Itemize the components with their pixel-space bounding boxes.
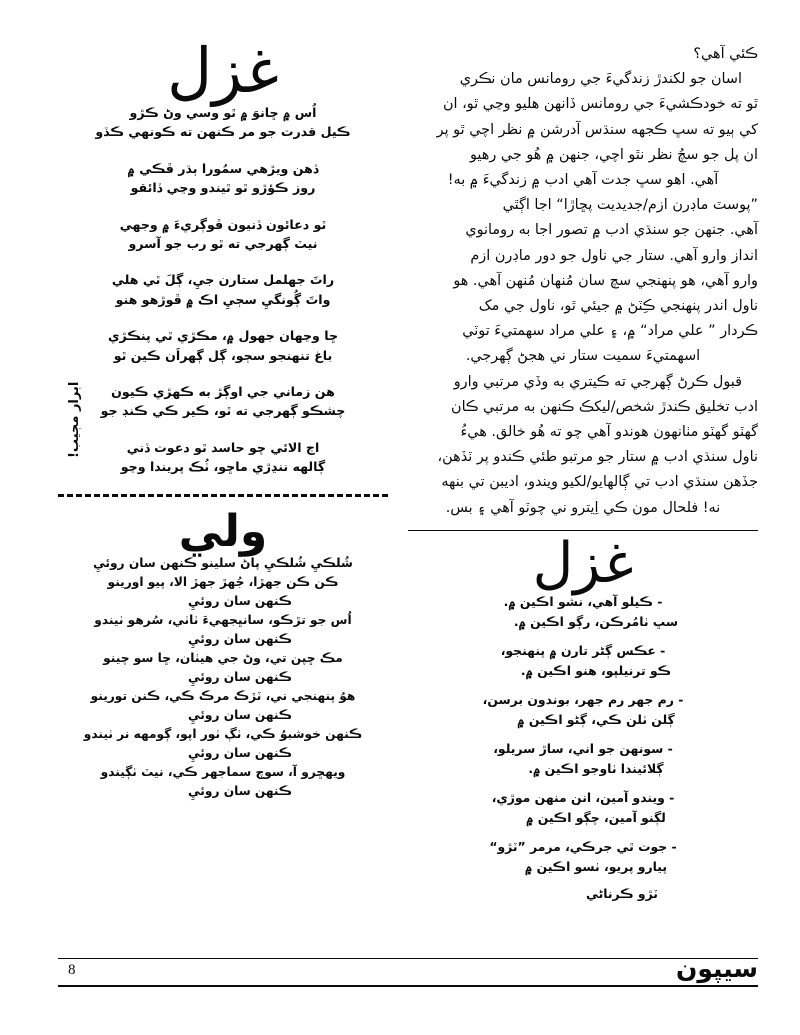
article-line: ٿو ته خودڪشيءَ جي رومانس ڏانهن هليو وڃي ٿو، ان — [442, 96, 758, 113]
page-footer — [58, 954, 758, 992]
verse-line: باغ تنهنجو سڄو، ڳل ڳهراَن ڪين ٿو — [113, 347, 333, 363]
verse-line: شُلڪيِ شُلڪيِ پاڻ سلينو ڪنهن سان روئيِ — [93, 556, 353, 571]
verse-line: ڪنهن خوشبوُ ڪي، ٺڳ ٺور اپو، ڳومهه نر ٺيندو — [83, 727, 363, 742]
verse-line: - سونهن جو اني، ساڙ سريلو، — [493, 741, 673, 757]
article-line: ”پوسٽ ماڊرن ازم/جديديت پڇاڙا“ اجا اڳٿي — [502, 197, 758, 214]
verse-line: نيٽ ڳهرجي ته ٿو رب جو آسرو — [128, 235, 318, 251]
article-line: آهي. جنهن جو سنڌي ادب ۾ تصور اجا به رومانوي — [465, 222, 758, 239]
verse-group — [58, 725, 388, 763]
verse-line: چشڪو ڳهرجي ته ٿو، ڪير ڪي ڪنڊ جو — [100, 403, 346, 419]
stanza — [58, 159, 388, 198]
dashed-divider — [58, 494, 388, 497]
verse-line: ڇا وڃهان جهول ۾، مڪڙي ٿي پنڪڙي — [107, 328, 339, 344]
verse-line: سڀ ٺامُرڪن، رڳو اڪين ۾. — [513, 614, 679, 630]
stanza — [58, 382, 388, 421]
verse-group — [58, 649, 388, 687]
verse-line: اُس ۾ ڇانوَ ۾ ٿو وسي وڻ ڪڙو — [129, 104, 317, 120]
verse-line: لڳنو آمين، چڳو اڪين ۾ — [526, 810, 666, 826]
article-line: ڪئي آهي؟ — [693, 46, 758, 62]
verse-line: ڪو ترنيلپو، هنو اڪين ۾. — [520, 663, 672, 679]
article-line: انداز وارو آهي. ستار جي ناول جو دور ماڊرن ازم — [470, 247, 758, 264]
verse-line: ويهڇرو آ، سوچ سماجهر ڪي، نيٽ ٺڳيندو — [100, 765, 346, 780]
verse-line: - ڪيلو آهي، نشو اڪين ۾. — [503, 594, 663, 610]
verse-line: پيارو پريو، ٺسو اڪين ۾ — [525, 859, 667, 875]
refrain-line: ڪنهن سان روئيِ — [187, 746, 292, 761]
ghazal-title-right: غزل — [532, 530, 634, 596]
article-line: ناول اندر پنهنجي ڪِٽڻ ۾ جيئي ٿو، ناول جي مک — [478, 298, 758, 315]
couplet — [408, 592, 758, 632]
ghazal-title-left: غزل — [167, 34, 279, 107]
wali-verses — [58, 554, 388, 801]
couplet — [408, 641, 758, 681]
verse-line: - عڪس ڳڻر تارن ۾ پنهنجو، — [500, 643, 666, 659]
stanza — [58, 270, 388, 309]
refrain-line: ڪنهن سان روئيِ — [187, 670, 292, 685]
verse-line: ڏهن ويڙهي سمُورا ٻڌر ڦڪي ۾ — [127, 160, 319, 176]
stanza — [58, 438, 388, 477]
verse-line: واتَ ڳُونگيِ سڄيِ اڪ ۾ ڦوڙهو هنو — [115, 291, 331, 307]
article-line: ناول سنڌي ادب ۾ ستار جو مرتبو طئي ڪندو پر ٽڏهن، — [437, 449, 758, 466]
article-line: نه! فلحال مون ڪي اِيترو ني چوٽو آهي ۽ بس. — [445, 499, 721, 516]
ghazal-verses-right — [408, 592, 758, 877]
article-line: وارو آهي، هو پنهنجي سچ سان مُنهان مُنهن آهي. هو — [453, 272, 758, 289]
couplet — [408, 739, 758, 779]
verse-line: هن زماني جي اوڳڙ به ڪهڙي ڪيون — [111, 383, 335, 399]
article-line: اسان جو لکندڙ زندگيءَ جي رومانس مان نڪري — [459, 71, 742, 88]
verse-group — [58, 611, 388, 649]
author-signature: ٽڙو ڪرناڻي — [586, 886, 658, 902]
article-prose — [408, 42, 758, 521]
refrain-line: ڪنهن سان روئيِ — [187, 708, 292, 723]
article-line: ادب تخليق ڪندڙ شخص/ليکڪ ڪنهن به مرتبي ڪان — [451, 398, 758, 415]
article-line: جڏهن سنڌي ادب تي ڳالهايو/لکيو ويندو، اديبن تي بنهه — [441, 474, 758, 491]
article-line: گهٽو گهٽو مٺانهون هوندو آهي چو ته هُو خالق. هيءُ — [460, 424, 758, 441]
stanza — [58, 326, 388, 365]
verse-line: - جوت ٿي جرڪي، مرمر ”ٽڙو“ — [489, 839, 677, 855]
verse-line: - ويندو آمين، انن منهن موڙي، — [491, 790, 675, 806]
ghazal-verses-left — [58, 103, 388, 477]
verse-line: ڪيل قدرت جو مر ڪنهن ته ڪونهي ڪڏو — [95, 124, 351, 140]
couplet — [408, 837, 758, 877]
magazine-name: سيپون — [675, 954, 758, 983]
verse-line: اڄ الائي چو حاسد ٿو دعوت ڏني — [126, 439, 320, 455]
verse-line: راتَ جهلمل ستارن جيِ، ڳلَ ٿي هلي — [111, 272, 335, 288]
verse-line: مڪ ڇپن تي، وڻ جي هيٺان، ڇا سو چينو — [103, 651, 343, 666]
verse-line: روز ڪؤڙو ٿو ٿيندو وڃي ڏائقو — [130, 180, 316, 196]
article-line: قبول ڪرڻ ڳهرجي ته ڪيتري به وڏي مرتبي وارو — [453, 373, 742, 390]
verse-line: ڳالهه ننڍڙي ماڇو، ٺُڪ پريندا وڃو — [120, 459, 326, 475]
verse-line: ڳلائيندا ٺاوجو اڪين ۾. — [528, 761, 664, 777]
verse-group — [58, 763, 388, 801]
verse-group — [58, 687, 388, 725]
verse-group — [58, 554, 388, 611]
vertical-byline: ابرار مجيب! — [67, 381, 82, 458]
stanza — [58, 103, 388, 142]
article-line: کي ٻيو ته سڀ ڪجهه سنڌس آدرشن ۾ نظر اچي ٿو پر — [436, 121, 758, 138]
verse-line: ڳلن ٺلن ڪي، ڳڻو اڪين ۾ — [517, 712, 675, 728]
article-line: اسهمتيءَ سميت ستار ني هجڻ ڳهرجي. — [465, 348, 701, 365]
page-number: 8 — [68, 962, 76, 978]
couplet — [408, 690, 758, 730]
refrain-line: ڪنهن سان روئيِ — [187, 784, 292, 799]
article-line: آهي. اهو سڀ جدت آهي ادب ۾ زندگيءَ ۾ به! — [447, 172, 719, 189]
verse-line: ٿو دعائون ڏنيون ڦوڳريءَ ۾ وجهي — [119, 216, 327, 232]
left-column — [58, 34, 388, 801]
couplet — [408, 788, 758, 828]
verse-line: ڪن ڪن جهڙا، جُهڙ جهڙ الا، پيو اورينو — [107, 575, 339, 590]
footer-rule-bottom — [58, 985, 758, 987]
wali-title: ولي — [178, 505, 268, 557]
article-line: ان پل جو سچُ نظر نٿو اچي، جنهن ۾ هُو جي رهيو — [469, 146, 758, 163]
verse-line: - رم جهر رم جهر، بوندون برسن، — [482, 692, 684, 708]
refrain-line: ڪنهن سان روئيِ — [187, 594, 292, 609]
stanza — [58, 215, 388, 254]
verse-line: هوُ پنهنجي ني، ٽڙڪ مرڪ ڪي، ڪنن تورينو — [90, 689, 356, 704]
article-line: ڪردار ” علي مراد“ ۾، ۽ علي مراد سهمتيءَ توٽي — [462, 323, 758, 340]
refrain-line: ڪنهن سان روئيِ — [187, 632, 292, 647]
verse-line: اُس جو تڙڪو، سانڀجهيءَ ٺاٺي، سُرهو ٺيندو — [94, 613, 352, 628]
right-column — [408, 42, 758, 901]
footer-rule-top — [58, 958, 758, 959]
